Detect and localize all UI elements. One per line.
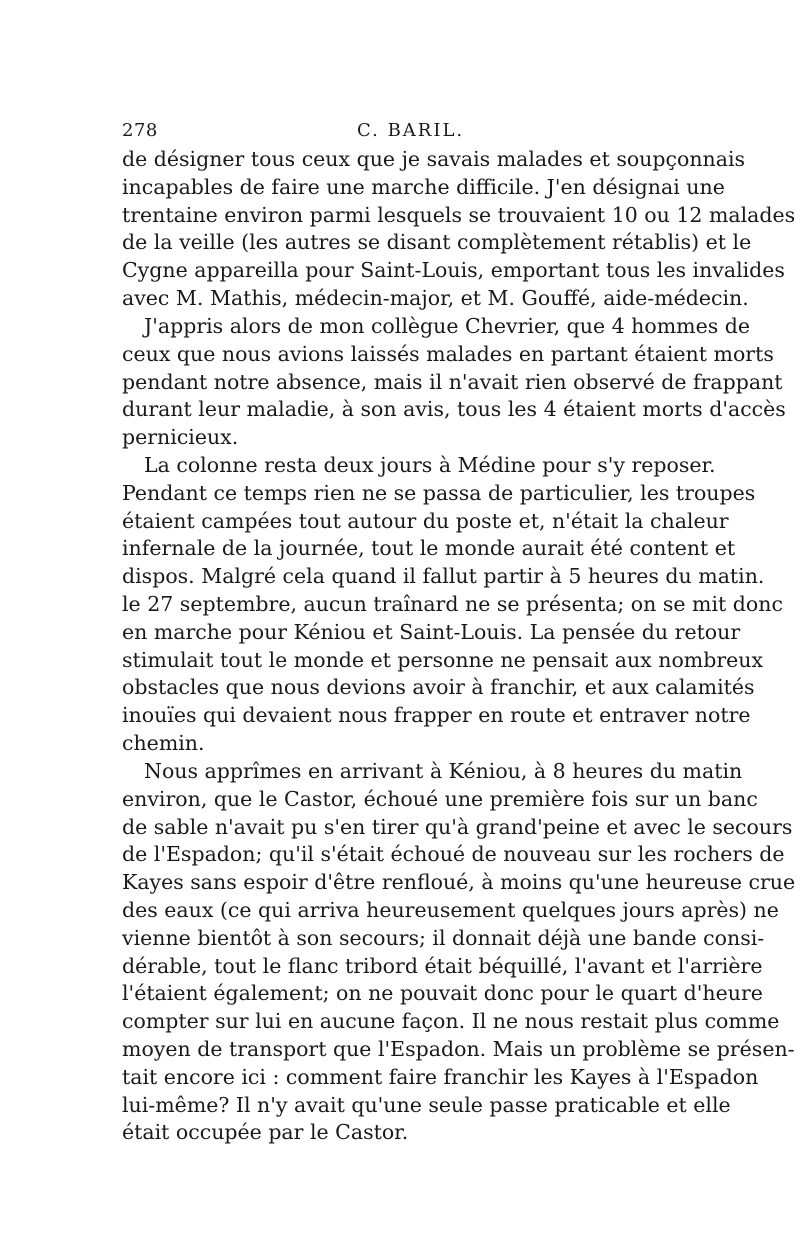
text-line: infernale de la journée, tout le monde aurait été content et bbox=[122, 536, 736, 561]
text-line: pendant notre absence, mais il n'avait rien observé de frappant bbox=[122, 369, 783, 394]
text-line: avec M. Mathis, médecin-major, et M. Gouffé, aide-médecin. bbox=[122, 285, 749, 310]
text-line: lui-même? Il n'y avait qu'une seule passe praticable et elle bbox=[122, 1092, 731, 1117]
text-line: Kayes sans espoir d'être renfloué, à moins qu'une heureuse crue bbox=[122, 870, 796, 895]
running-head: C. BARIL. bbox=[357, 120, 465, 141]
text-line: de la veille (les autres se disant complètement rétablis) et le bbox=[122, 230, 752, 255]
paragraph-3 bbox=[122, 452, 783, 758]
text-line: dérable, tout le flanc tribord était béquillé, l'avant et l'arrière bbox=[122, 953, 763, 978]
text-line: incapables de faire une marche difficile. J'en désignai une bbox=[122, 174, 725, 199]
text-line: le 27 septembre, aucun traînard ne se présenta; on se mit donc bbox=[122, 591, 783, 616]
text-line: de l'Espadon; qu'il s'était échoué de nouveau sur les rochers de bbox=[122, 842, 785, 867]
text-line: ceux que nous avions laissés malades en partant étaient morts bbox=[122, 341, 774, 366]
text-line: durant leur maladie, à son avis, tous les 4 étaient morts d'accès bbox=[122, 397, 786, 422]
text-line: tait encore ici : comment faire franchir les Kayes à l'Espadon bbox=[122, 1064, 759, 1089]
paragraph-1 bbox=[122, 146, 796, 313]
text-line: Cygne appareilla pour Saint-Louis, emportant tous les invalides bbox=[122, 258, 785, 283]
text-line: en marche pour Kéniou et Saint-Louis. La pensée du retour bbox=[122, 619, 741, 644]
text-line: des eaux (ce qui arriva heureusement quelques jours après) ne bbox=[122, 897, 779, 922]
text-line: stimulait tout le monde et personne ne pensait aux nombreux bbox=[122, 647, 764, 672]
page-number: 278 bbox=[122, 120, 158, 141]
text-line: J'appris alors de mon collègue Chevrier, que 4 hommes de bbox=[144, 314, 751, 338]
text-line: pernicieux. bbox=[122, 425, 239, 450]
text-line: de sable n'avait pu s'en tirer qu'à grand'peine et avec le secours bbox=[122, 814, 793, 839]
text-line: inouïes qui devaient nous frapper en route et entraver notre bbox=[122, 703, 751, 728]
text-line: dispos. Malgré cela quand il fallut partir à 5 heures du matin. bbox=[122, 564, 765, 589]
text-line: était occupée par le Castor. bbox=[122, 1120, 409, 1145]
text-line: vienne bientôt à son secours; il donnait déjà une bande consi- bbox=[122, 925, 765, 950]
text-line: environ, que le Castor, échoué une première fois sur un banc bbox=[122, 786, 758, 811]
text-line: chemin. bbox=[122, 730, 205, 755]
paragraph-2 bbox=[122, 313, 786, 452]
text-line: étaient campées tout autour du poste et, n'était la chaleur bbox=[122, 508, 729, 533]
page-header bbox=[122, 120, 682, 144]
paragraph-4 bbox=[122, 758, 796, 1147]
text-line: trentaine environ parmi lesquels se trouvaient 10 ou 12 malades bbox=[122, 202, 796, 227]
text-line: La colonne resta deux jours à Médine pour s'y reposer. bbox=[144, 453, 716, 477]
text-line: Pendant ce temps rien ne se passa de particulier, les troupes bbox=[122, 480, 756, 505]
text-line: moyen de transport que l'Espadon. Mais un problème se présen- bbox=[122, 1036, 795, 1061]
text-line: obstacles que nous devions avoir à franchir, et aux calamités bbox=[122, 675, 755, 700]
text-line: de désigner tous ceux que je savais malades et soupçonnais bbox=[122, 147, 746, 171]
text-line: l'étaient également; on ne pouvait donc pour le quart d'heure bbox=[122, 981, 763, 1006]
text-line: Nous apprîmes en arrivant à Kéniou, à 8 heures du matin bbox=[144, 759, 743, 783]
text-line: compter sur lui en aucune façon. Il ne nous restait plus comme bbox=[122, 1009, 780, 1034]
